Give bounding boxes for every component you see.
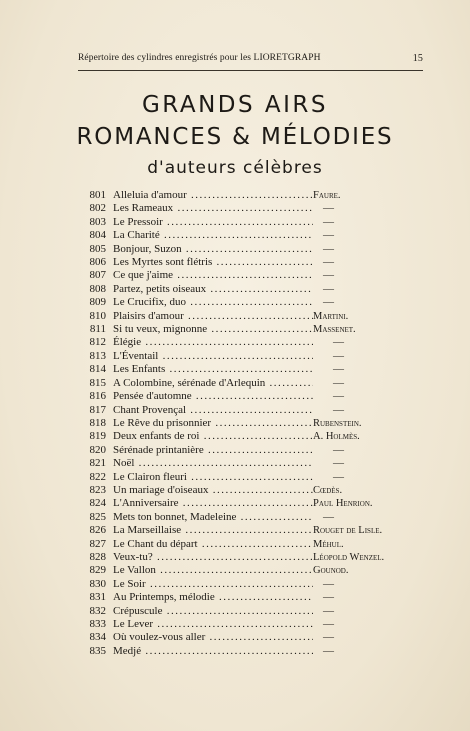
- entry-composer: —: [333, 457, 344, 470]
- list-item: [80, 578, 410, 591]
- entry-composer: —: [323, 242, 334, 255]
- entry-title: Deux enfants de roi .....: [113, 430, 313, 443]
- entry-title: La Charité .....: [113, 229, 313, 242]
- list-item: [80, 216, 410, 229]
- entry-title: Sérénade printanière .....: [113, 444, 313, 457]
- entry-composer: —: [333, 443, 344, 456]
- entry-number: 832: [89, 604, 106, 617]
- entry-composer: —: [333, 336, 344, 349]
- list-item: [80, 471, 410, 484]
- entry-title: Le Chant du départ .....: [113, 538, 313, 551]
- entry-title: Le Pressoir .....: [113, 216, 313, 229]
- entry-number: 819: [89, 430, 106, 443]
- list-item: [80, 444, 410, 457]
- entry-composer: Paul Henrion.: [313, 498, 373, 510]
- entry-number: 817: [89, 403, 106, 416]
- entry-number: 816: [89, 390, 106, 403]
- entry-number: 802: [89, 202, 106, 215]
- entry-composer: —: [323, 577, 334, 590]
- header-rule: [78, 70, 423, 71]
- entry-title: Partez, petits oiseaux .....: [113, 283, 313, 296]
- list-item: [80, 256, 410, 269]
- entry-composer: Martini.: [313, 310, 349, 322]
- list-item: [80, 645, 410, 658]
- entry-composer: —: [323, 202, 334, 215]
- entry-title: Plaisirs d'amour .....: [113, 310, 313, 323]
- entry-title: Chant Provençal .....: [113, 404, 313, 417]
- entry-number: 834: [89, 631, 106, 644]
- entry-title: Un mariage d'oiseaux .....: [113, 484, 313, 497]
- list-item: [80, 457, 410, 470]
- entry-number: 820: [89, 443, 106, 456]
- entry-composer: —: [323, 604, 334, 617]
- entry-number: 833: [89, 618, 106, 630]
- list-item: [80, 229, 410, 242]
- list-item: [80, 404, 410, 417]
- entry-number: 814: [89, 363, 106, 376]
- list-item: [80, 363, 410, 376]
- entry-number: 828: [89, 550, 106, 563]
- list-item: [80, 484, 410, 497]
- entry-title: Bonjour, Suzon .....: [113, 243, 313, 256]
- page-number: 15: [412, 53, 423, 64]
- entry-composer: Méhul.: [313, 538, 344, 550]
- entry-composer: Massenet.: [313, 324, 356, 336]
- entry-composer: —: [323, 644, 334, 657]
- entry-title: L'Éventail .....: [113, 350, 313, 363]
- entry-number: 822: [89, 470, 106, 483]
- entry-title: La Marseillaise .....: [113, 524, 313, 537]
- entry-composer: —: [333, 363, 344, 376]
- list-item: [80, 243, 410, 256]
- entry-composer: —: [323, 269, 334, 282]
- entry-title: Le Vallon .....: [113, 564, 313, 577]
- list-item: [80, 497, 410, 510]
- list-item: [80, 605, 410, 618]
- running-header: [78, 53, 423, 63]
- section-subtitle: d'auteurs célèbres: [147, 158, 323, 178]
- entry-title: Élégie .....: [113, 336, 313, 349]
- entry-composer: —: [333, 349, 344, 362]
- entry-composer: —: [333, 470, 344, 483]
- entry-title: Les Myrtes sont flétris .....: [113, 256, 313, 269]
- list-item: [80, 336, 410, 349]
- entry-number: 829: [89, 564, 106, 577]
- list-item: [80, 430, 410, 443]
- entry-composer: —: [333, 390, 344, 403]
- entry-title: Le Soir .....: [113, 578, 313, 591]
- entry-composer: Rubenstein.: [313, 417, 362, 429]
- list-item: [80, 511, 410, 524]
- entry-title: Les Rameaux .....: [113, 202, 313, 215]
- list-item: [80, 310, 410, 323]
- entry-title: Pensée d'automne .....: [113, 390, 313, 403]
- entry-title: Le Lever .....: [113, 618, 313, 631]
- entry-composer: —: [323, 256, 334, 269]
- entry-title: Crépuscule .....: [113, 605, 313, 618]
- list-item: [80, 417, 410, 430]
- list-item: [80, 323, 410, 336]
- section-title-line1: GRANDS AIRS: [141, 92, 329, 118]
- entry-composer: —: [323, 591, 334, 604]
- entry-composer: A. Holmès.: [313, 431, 360, 443]
- list-item: [80, 631, 410, 644]
- entry-number: 811: [89, 323, 106, 336]
- entry-composer: —: [323, 296, 334, 309]
- section-title-line2: ROMANCES & MÉLODIES: [76, 124, 394, 150]
- entry-title: Veux-tu? .....: [113, 551, 313, 564]
- entry-composer: Faure.: [313, 190, 341, 201]
- entry-title: Medjé .....: [113, 645, 313, 658]
- entry-number: 807: [89, 269, 106, 282]
- entry-number: 812: [89, 336, 106, 349]
- entry-composer: —: [333, 376, 344, 389]
- entry-number: 801: [89, 189, 106, 201]
- entry-title: Si tu veux, mignonne .....: [113, 323, 313, 336]
- entry-composer: —: [323, 631, 334, 644]
- entry-composer: Rouget de Lisle.: [313, 525, 383, 537]
- entry-composer: —: [323, 229, 334, 242]
- entry-number: 824: [89, 497, 106, 510]
- list-item: [80, 538, 410, 551]
- list-item: [80, 377, 410, 390]
- entry-composer: —: [333, 403, 344, 416]
- entry-number: 830: [89, 577, 106, 590]
- running-title: Répertoire des cylindres enregistrés pour les LIORETGRAPH: [78, 53, 321, 63]
- list-item: [80, 390, 410, 403]
- entry-number: 809: [89, 296, 106, 309]
- entry-title: Mets ton bonnet, Madeleine .....: [113, 511, 313, 524]
- entry-number: 808: [89, 282, 106, 295]
- entry-number: 806: [89, 256, 106, 269]
- entry-number: 825: [89, 510, 106, 523]
- entry-title: Ce que j'aime .....: [113, 269, 313, 282]
- entry-title: L'Anniversaire .....: [113, 497, 313, 510]
- list-item: [80, 283, 410, 296]
- entry-number: 813: [89, 349, 106, 362]
- entry-number: 818: [89, 416, 106, 429]
- entry-number: 831: [89, 591, 106, 604]
- entry-composer: —: [323, 510, 334, 523]
- list-item: [80, 551, 410, 564]
- entry-composer: —: [323, 282, 334, 295]
- entry-title: Au Printemps, mélodie .....: [113, 591, 313, 604]
- entry-number: 810: [89, 309, 106, 322]
- entry-number: 815: [89, 376, 106, 389]
- list-item: [80, 524, 410, 537]
- list-item: [80, 189, 410, 202]
- entry-number: 805: [89, 242, 106, 255]
- entry-number: 827: [89, 537, 106, 550]
- entry-title: Le Rêve du prisonnier .....: [113, 417, 313, 430]
- cylinder-list: [80, 189, 410, 658]
- entry-number: 821: [89, 457, 106, 470]
- entry-title: Le Crucifix, duo .....: [113, 296, 313, 309]
- list-item: [80, 591, 410, 604]
- entry-number: 835: [89, 644, 106, 657]
- entry-title: Noël .....: [113, 457, 313, 470]
- entry-composer: —: [323, 618, 334, 630]
- entry-title: Alleluia d'amour .....: [113, 189, 313, 202]
- entry-title: Les Enfants .....: [113, 363, 313, 376]
- entry-title: A Colombine, sérénade d'Arlequin .....: [113, 377, 313, 390]
- entry-title: Où voulez-vous aller .....: [113, 631, 313, 644]
- list-item: [80, 296, 410, 309]
- list-item: [80, 202, 410, 215]
- entry-title: Le Clairon fleuri .....: [113, 471, 313, 484]
- entry-number: 803: [89, 215, 106, 228]
- entry-composer: Cœdès.: [313, 484, 343, 496]
- entry-composer: —: [323, 215, 334, 228]
- entry-number: 826: [89, 524, 106, 537]
- list-item: [80, 618, 410, 631]
- entry-number: 823: [89, 483, 106, 496]
- list-item: [80, 350, 410, 363]
- list-item: [80, 269, 410, 282]
- entry-composer: Gounod.: [313, 565, 349, 577]
- list-item: [80, 564, 410, 577]
- entry-composer: Léopold Wenzel.: [313, 551, 385, 563]
- entry-number: 804: [89, 229, 106, 242]
